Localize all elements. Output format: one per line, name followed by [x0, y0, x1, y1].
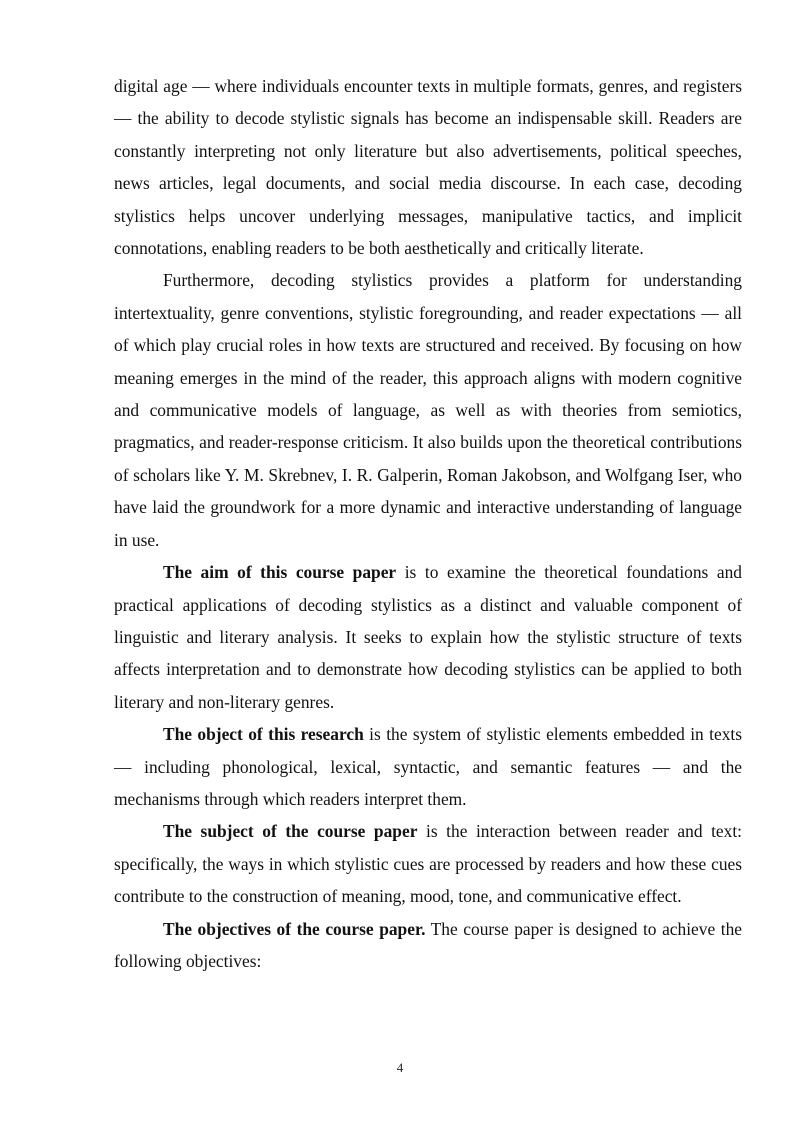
paragraph-decoding-stylistics: [114, 264, 742, 556]
paragraph-text: is the interaction between reader and text: specifically, the ways in which stylistic cues are processed by readers and how these cues contribute to the construction of meaning, mood, tone, and communicative effect.: [114, 821, 743, 907]
paragraph-lead-bold: The object of this research: [163, 724, 364, 745]
paragraph-continuation: [114, 70, 742, 264]
paragraph-object: [114, 718, 742, 815]
paragraph-aim: [114, 556, 742, 718]
paragraph-lead-bold: The aim of this course paper: [163, 562, 397, 583]
paragraph-text: is to examine the theoretical foundations and practical applications of decoding stylistics as a distinct and valuable component of linguistic and literary analysis. It seeks to explain how the stylistic structure of texts affects interpretation and to demonstrate how decoding stylistics can be applied to both literary and non-literary genres.: [114, 562, 742, 712]
paragraph-text: is the system of stylistic elements embedded in texts — including phonological, lexical, syntactic, and semantic features — and the mechanisms through which readers interpret them.: [114, 724, 742, 809]
paragraph-text: Furthermore, decoding stylistics provides a platform for understanding intertextuality, genre conventions, stylistic foregrounding, and reader expectations — all of which play crucial roles in how texts are structured and received. By focusing on how meaning emerges in the mind of the reader, this approach aligns with modern cognitive and communicative models of language, as well as with theories from semiotics, pragmatics, and reader-response criticism. It also builds upon the theoretical contributions of scholars like Y. M. Skrebnev, I. R. Galperin, Roman Jakobson, and Wolfgang Iser, who have laid the groundwork for a more dynamic and interactive understanding of language in use.: [114, 270, 742, 550]
paragraph-lead-bold: The objectives of the course paper.: [163, 918, 426, 939]
paragraph-objectives: [114, 913, 742, 978]
paragraph-text: The course paper is designed to achieve the following objectives:: [114, 918, 742, 971]
paragraph-text: digital age — where individuals encounter texts in multiple formats, genres, and registers — the ability to decode stylistic signals has become an indispensable skill. Readers are constantly interpreting not only literature but also advertisements, political speeches, news articles, legal documents, and social media discourse. In each case, decoding stylistics helps uncover underlying messages, manipulative tactics, and implicit connotations, enabling readers to be both aesthetically and critically literate.: [114, 76, 742, 259]
paragraph-subject: [114, 815, 742, 912]
paragraph-lead-bold: The subject of the course paper: [163, 821, 418, 842]
document-page: [114, 70, 742, 977]
page-number: 4: [396, 1060, 404, 1075]
